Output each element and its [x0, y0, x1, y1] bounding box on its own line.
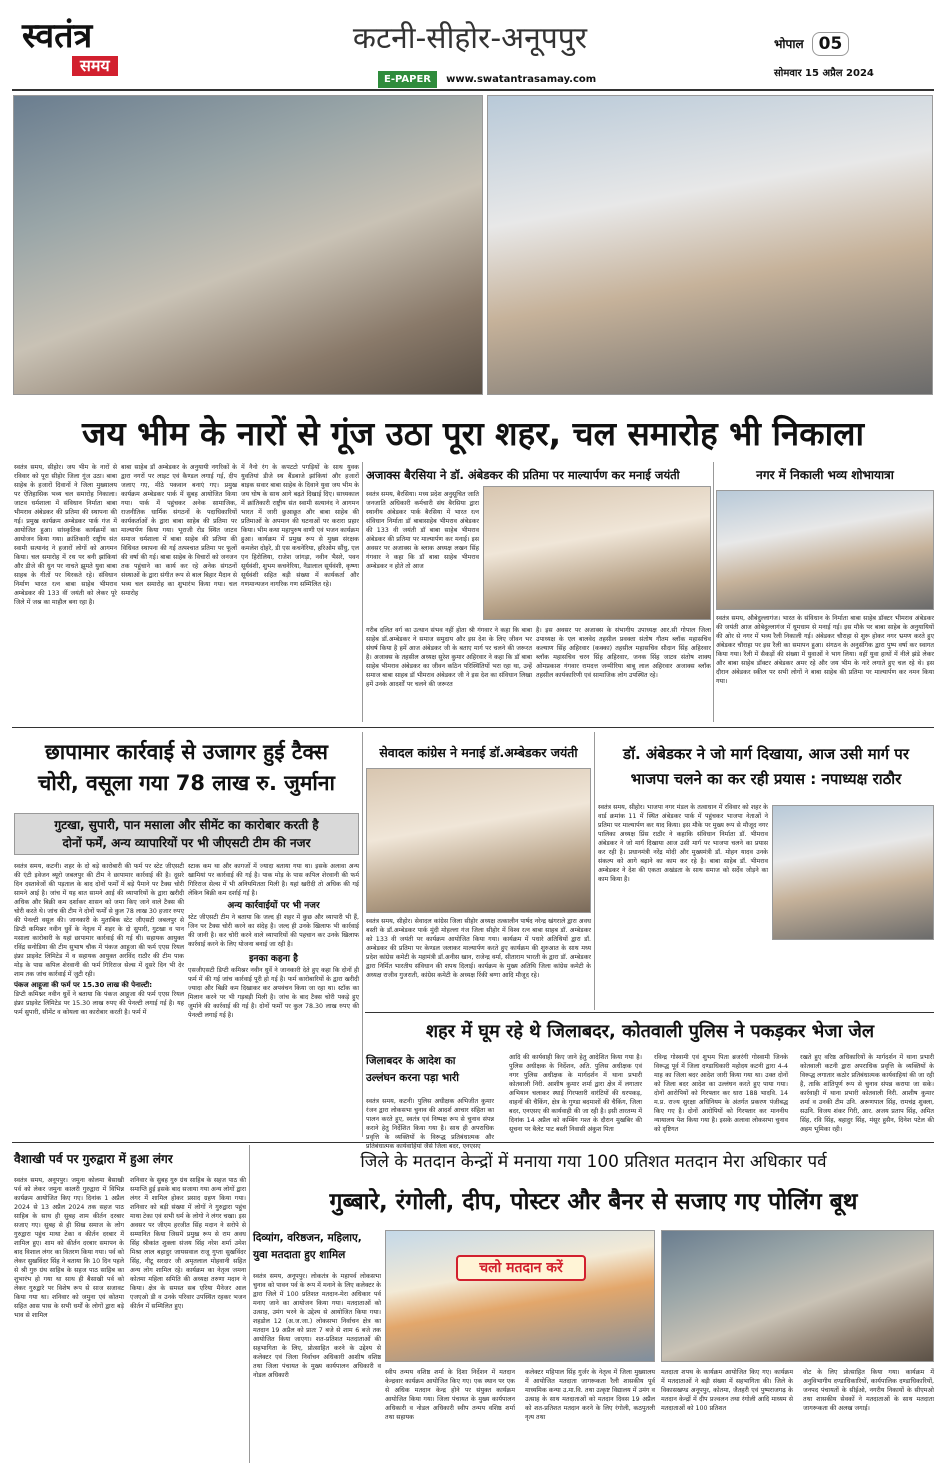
- obaidullaganj-body: स्वतंत्र समय, औबेदुल्लागंज। भारत के संविधान के निर्माता बाबा साहेब डॉक्टर भीमराव अंबेडकर की जयंती आज ओबेदुल्लागंज में धूमधाम से मनाई गई। इस मौके पर बाबा साहेब के अनुयायियों की ओर से नगर में भव्य रैली निकाली गई। अंबेडकर चौराहा से शुरू होकर नगर भ्रमण करते हुए अंबेडकर चौराहा पर इस रैली का समापन हुआ। संगठन के अनुसंगिक द्वारा पुष्प वर्षा कर स्वागत किया गया। रैली में सैकड़ों की संख्या में युवाओं ने भाग लिया। वहीं युवा हाथों में नीले झंडे लेकर और बाबा साहेब डॉक्टर अंबेडकर अमर रहे और जय भीम के नारे लगाते हुए चल रहे थे। इस दौरान अंबेडकर स्कील पर सभी लोगों ने बाबा साहेब की प्रतिमा पर माल्यार्पण कर नमन किया गया।: [716, 615, 934, 685]
- tax-col-1: [14, 862, 184, 1142]
- bjp-headline: [598, 742, 934, 796]
- sevadal-photo: [366, 768, 591, 913]
- tax-subhead-line-1: गुटखा, सुपारी, पान मसाला और सीमेंट का कारोबार करती है: [54, 818, 319, 832]
- tax-col-2b-text: स्टेट जीएसटी टीम ने बताया कि जल्द ही शहर में कुछ और व्यापारी भी हैं, जिन पर टैक्स चोरी करने का संदेह है। जल्द ही उनके खिलाफ भी कार्रवाई की जानी है। कर चोरी करने वाले व्यापारियों की पहचान कर उनके खिलाफ कार्रवाई करने के लिए योजना बनाई जा रही है।: [188, 914, 359, 948]
- statue-garland-photo: [487, 95, 933, 395]
- issue-date: सोमवार 15 अप्रैल 2024: [774, 68, 874, 79]
- jila-col-3: रविन्द्र गोस्वामी एवं शुभम पिता ब्रजरंगी गोस्वामी जिनके विरूद्ध पूर्व में जिला दण्डाधिकारी महोदय कटनी द्वारा 4-4 माह का जिला बदर आदेश जारी किया गया था। उक्त दोनों को जिला बदर आदेश का उल्लंघन करते हुए पाया गया। दोनों आरोपियों को गिरफ्तार कर धारा 188 भादवि. 14 म.प्र. राज्य सुरक्षा अधिनियम के अंतर्गत प्रकरण पंजीबद्ध किए गए है। दोनों आरोपियों को गिरफ्तार कर माननीय न्यायालय पेश किया गया है। इसके अलावा लोकसभा चुनाव को दृष्टिगत: [654, 1054, 788, 1133]
- tax-col-2: [188, 862, 359, 1142]
- tax-subhead-a: पंकज आहूजा की फर्म पर 15.30 लाख की पेनाल्टी:: [14, 981, 153, 989]
- tax-headline-line-1: छापामार कार्रवाई से उजागर हुई टैक्स: [45, 740, 328, 764]
- jila-col-2: आदि की कार्यवाही किए जाने हेतु आदेशित किया गया है। पुलिस अधीक्षक के निर्देशन, अति. पुलिस अधीक्षक एवं नगर पुलिस अधीक्षक के मार्गदर्शन में थाना प्रभारी कोतवाली निरी. आशीष कुमार शर्मा द्वारा क्षेत्र में लगातार अभियान चलाकर स्थाई गिरफ्तारी वारंटियों की धरपकड़, वाहनों की चैकिंग, क्षेत्र के गुण्डा बदमाशों की चैकिंग, जिला बदर, एनएसए की कार्यवाही की जा रही है। इसी तारतम्य में दिनांक 14 अप्रैल को कम्बिंग गश्त के दौरान मुखबिर की सूचना पर बैलेट पाट बस्ती निवासी अंकुश पिता: [509, 1054, 642, 1133]
- bjp-photo: [772, 805, 934, 940]
- berasia-col-1: स्वतंत्र समय, बैरसिया। मध्य प्रदेश अनुसूचित जाति जनजाति अधिकारी कर्मचारी संघ बैरसिया द्वारा स्थानीय अंबेडकर पार्क बैरसिया में भारत रत्न संविधान निर्माता डॉ बाबासाहेब भीमराव अंबेडकर की 133 वी जयंती डॉ बाबा साहेब भीमराव अंबेडकर की प्रतिमा पर माल्यार्पण कर मनाई। इस अवसर पर अजाक्स के ब्लाक अध्यक्ष लखन सिंह गंगवार ने कहा कि डॉ बाबा साहेब भीमराव अम्बेडकर न होते तो आज: [366, 491, 479, 570]
- polling-booth-photo: [385, 1230, 655, 1362]
- tax-col-2c-text: एसजीएसटी डिप्टी कमिश्नर नवीन धुर्वे ने जानकारी देते हुए कहा कि दोनों ही फर्म में की गई जांच कार्रवाई पूरी हो गई है। फर्म कारोबारियों के द्वारा खरीदी ज्यादा और बिक्री कम दिखाकर कर अपवंचन किया जा रहा था। स्टॉक का मिलान करने पर भी गड़बड़ी मिली है। जांच के बाद टैक्स चोरी पकड़े हुए जुर्माने की कार्रवाई की गई है। दोनों फर्मों पर कुल 78.30 लाख रुपए की पेनल्टी लगाई गई है।: [188, 967, 359, 1019]
- sevadal-headline: सेवादल कांग्रेस ने मनाई डॉ.अम्बेडकर जयंती: [379, 745, 578, 760]
- logo-bottom: समय: [72, 56, 118, 76]
- website-link[interactable]: www.swatantrasamay.com: [446, 74, 597, 85]
- lead-col-1: स्वतंत्र समय, सीहोर। जय भीम के नारों से रविवार को पूरा सीहोर जिला गूंज उठा। बाबा साहेब के हजारों दिवानों ने जिला मुख्यालय पर ऐतिहासिक भव्य चल समारोह निकाला। जाटव धर्मशाला में संविधान निर्माता बाबा भीमराव अंबेडकर की प्रतिमा की स्थापना की गई। प्रमुख कार्यक्रम अम्बेडकर पार्क गंज में आयोजित हुआ। सांस्कृतिक कार्यक्रमों का आयोजन किया गया। क्रांतिकारी राष्ट्रीय संत स्वामी सत्यानंद ने हजारों लोगों को आगमन किया। चल समारोह में रथ पर बनी झांकियां और डीजे की धुन पर नाचते झूमते युवा बाबा साहब के गीतों पर थिरकते रहे। संविधान निर्माण भारत रत्न बाबा साहेब भीमराव अम्बेडकर की 133 वीं जयंती को लेकर पूरे जिले में जश्न का माहौल बना रहा है।: [14, 464, 117, 606]
- jila-subhead: [366, 1053, 494, 1091]
- election-col-5: वोट के लिए प्रोत्साहित किया गया। कार्यक्रम में अनुविभागीय दण्डाधिकारियों, कार्यपालिक दण्डाधिकारियों, जनपद पंचायतों के सीईओ, नगरीय निकायों के सीएमओ तथा शासकीय सेवकों ने मतदाताओं के साथ मतदाता जागरूकता की अलख जगाई।: [803, 1369, 934, 1412]
- tax-headline-line-2: चोरी, वसूला गया 78 लाख रु. जुर्माना: [38, 771, 335, 795]
- edition-title: कटनी-सीहोर-अनूपपुर: [352, 21, 588, 56]
- tax-headline: [14, 737, 359, 805]
- page-info: [770, 32, 935, 84]
- jila-headline: शहर में घूम रहे थे जिलाबदर, कोतवाली पुलिस ने पकड़कर भेजा जेल: [425, 1021, 875, 1042]
- masthead: [0, 0, 945, 90]
- logo: [22, 18, 157, 80]
- poster-text: चलो मतदान करें: [456, 1255, 586, 1281]
- jila-col-1: स्वतंत्र समय, कटनी। पुलिस अधीक्षक अभिजीत कुमार रंजन द्वारा लोकसभा चुनाव की आदर्श आचार संहिता का पालन करते हुए, स्वतंत्र एवं निष्पक्ष रूप से चुनाव संपन्न कराने हेतु निर्देशित किया गया है। साथ ही अपराधिक प्रवृत्ति के व्यक्तियों के विरूद्ध प्रतिबंधात्मक और प्रतिबंधात्मक कार्यवाहियां जैसे जिला बदर, एनएसए: [366, 1098, 494, 1150]
- gurudwara-headline: वैशाखी पर्व पर गुरुद्वारा में हुआ लंगर: [14, 1152, 173, 1166]
- sevadal-body: स्वतंत्र समय, सीहोर। सेवादल कांग्रेस जिला सीहोर अध्यक्ष तत्कालीन पार्षद नरेन्द्र खंगराले द्वारा अवध बस्ती के डॉ.अम्बेडकर पार्क मुंदी मोहल्ला गंज जिला सीहोर में विश्व रत्न बाबा साहब डॉ. अम्बेडकर को 133 वी जयंती पर कार्यक्रम आयोजित किया गया। कार्यक्रम में पधारे अतिथियों द्वारा डॉ. अम्बेडकर की प्रतिमा पर केण्डल जलाकर माल्यार्पण करते हुए कार्यक्रम की शुरुआत के साथ मध्य प्रदेश कांग्रेस कमेटी के महामंत्री डॉ.अनीस खान, राजेन्द्र वर्मा, सीताराम भारती के द्वारा डॉ. अम्बेडकर द्वारा निर्मित भारतीय संविधान की शपथ दिलाई। कार्यक्रम के मुख्य अतिथि जिला कांग्रेस कमेटी के अध्यक्ष राजीव गुजराती, कांग्रेस कमेटी के अध्यक्ष रिंकी बग्गा आदि मौजूद रहे।: [366, 918, 591, 979]
- berasia-photo: [483, 486, 711, 620]
- logo-top: स्वतंत्र: [22, 16, 93, 56]
- procession-photo: [716, 490, 934, 610]
- jila-subhead-line-2: उल्लंघन करना पड़ा भारी: [366, 1072, 459, 1084]
- election-col-2: स्वीप तन्मय वशिष्ठ शर्मा के दिशा निर्देशन में मतदान केन्द्रवार कार्यक्रम आयोजित किए गए। एक स्थान पर एक से अधिक मतदान केन्द्र होने पर संयुक्त कार्यक्रम आयोजित किया गया। जिला पंचायत के मुख्य कार्यपालन अधिकारी व नोडल अधिकारी स्वीप तन्मय वशिष्ठ शर्मा तथा सहायक: [385, 1369, 515, 1421]
- election-col-3: कलेक्टर महिपाल सिंह गुर्जर के नेतृत्व में जिला मुख्यालय में आयोजित मतदाता जागरूकता रैली शासकीय पूर्व माध्यमिक कन्या उ.मा.वि. तथा उत्कृष्ट विद्यालय में उमंग व उत्साह के साथ मतदाताओं को मतदान दिवस 19 अप्रैल को शत-प्रतिशत मतदान करने के लिए रंगोली, कठपुतली नृत्य तथा: [525, 1369, 655, 1421]
- lead-headline: जय भीम के नारों से गूंज उठा पूरा शहर, चल समारोह भी निकाला: [81, 414, 865, 453]
- rally-photo: [13, 95, 483, 395]
- masthead-rule: [12, 89, 934, 91]
- election-subhead-line-2: युवा मतदाता हुए शामिल: [253, 1249, 346, 1261]
- epaper-label: E-PAPER: [378, 71, 437, 88]
- berasia-col-2: गरीब दलित वर्ग का उत्थान संभव नहीं होता श्री गंगवार ने कहा कि बाबा साहेब डॉ.अम्बेडकर ने समाज समुदाय और इस देश के लिए जीवन भर संघर्ष किया है हमें आज अंबेडकर जी के बताए मार्ग पर चलने की जरूरत है। अजाक्स के तहसील अध्यक्ष सुरेश कुमार अहिरवार ने कहा कि डॉ बाबा साहेब भीमराव अंबेडकर का जीवन कठिन परिस्थितियों भरा रहा था, उन्हें समाज बाबा साहब डॉ भीमराव अंबेडकर जी ने इस देश का संविधान लिखा हमें उनके आदर्शों पर चलने की जरूरत: [366, 627, 532, 688]
- election-subhead-line-1: दिव्यांग, वरिष्ठजन, महिलाए,: [253, 1232, 362, 1244]
- bjp-headline-line-1: डॉ. अंबेडकर ने जो मार्ग दिखाया, आज उसी मार्ग पर: [623, 745, 909, 763]
- election-subhead: [253, 1230, 383, 1270]
- berasia-headline: अजाक्स बैरसिया ने डॉ. अंबेडकर की प्रतिमा पर माल्यार्पण कर मनाई जयंती: [366, 468, 680, 482]
- tax-subhead-line-2: दोनों फर्में, अन्य व्यापारियों पर भी जीएसटी टीम की नजर: [62, 836, 311, 850]
- election-banner: जिले के मतदान केन्द्रों में मनाया गया 100 प्रतिशत मतदान मेरा अधिकार पर्व: [360, 1152, 827, 1172]
- berasia-col-3: है। इस अवसर पर अजाक्स के संभागीय उपाध्यक्ष आर.सी गोपाल जिला उपाध्यक्ष के एल बालवेद तहसील प्रवक्ता संतोष गौतम ब्लॉक महासचिव कल्याण सिंह अहिरवार (कक्का) तहसील महासचिव सौदान सिंह अहिरवार ब्लॉक महासचिव चरन सिंह अहिरवार, जनक सिंह जाटव संतोष शाक्य ओमप्रकाश गंगवार रामदत्त जन्मीरिया बाबू लाल अहिरवार अजाक्स ब्लॉक तहसील कार्यकारिणी एवं सामाजिक लोग उपस्थित रहे।: [536, 627, 711, 679]
- rangoli-photo: [661, 1230, 934, 1362]
- page-number: 05: [812, 32, 850, 56]
- lead-col-2: बाबा साहेब डॉ अम्बेडकर के अनुयायी नगरिकों के द्वारा नगरों पर लाइट एवं कैण्डल लगाई गई, दीप जलाए गए, मीठे पकवान बनाएं गए। प्रमुख कार्यक्रम अम्बेडकर पार्क में सुबह आयोजित किया गया। पार्क में पहुंचकर अनेक सामाजिक, राजनीतिक धार्मिक संगठनों के पदाधिकारियों कार्यकर्ताओं के द्वारा बाबा साहेब की प्रतिमा पर माल्यार्पण किया गया। भूराजी रोड स्थित जाटव समाज धर्मशाला में बाबा साहेब की प्रतिमा की विधिवत स्थापना की गई तत्पश्चात प्रतिमा पर फूलों की वर्षा की गई। बाबा साहेब के विचारों को जनजन तक पहुंचाने का कार्य कर रहे अनेक संगठनों संस्थाओं के द्वारा संगीत रूप से बाल बिहार मैदान से भव्य चल समारोह का शुभारंभ किया गया। चल समारोह: [121, 464, 237, 597]
- bjp-body: स्वतंत्र समय, सीहोर। भाजपा नगर मंडल के तत्वाधान में रविवार को शहर के वार्ड क्रमांक 11 में स्थित अंबेडकर पार्क में पहुंचकर भाजपा नेताओं ने प्रतिमा पर माल्यार्पण कर याद किया। इस मौके पर मुख्य रूप से मौजूद नगर पालिका अध्यक्ष प्रिंस राठौर ने कहाकि संविधान निर्माता डॉ. भीमराव अंबेडकर ने जो मार्ग दिखाया आज उसी मार्ग पर भाजपा चलने का प्रयास कर रही है। प्रधानमंत्री नरेंद्र मोदी और मुख्यमंत्री डॉ. मोहन यादव उनके संकल्प को आगे बढ़ाने का काम कर रहे है। बाबा साहेब डॉ. भीमराव अम्बेडकर ने देश की एकता अखंडता के साथ समाज को सर्देव जोड़ने का काम किया है।: [598, 804, 768, 883]
- bjp-headline-line-2: भाजपा चलने का कर रही प्रयास : नपाध्यक्ष राठौर: [630, 770, 902, 788]
- gurudwara-col-1: स्वतंत्र समय, अनूपपुर। जमुना कोलमा बैसाखी पर्व को लेकर जमुना कालरी गुरुद्वारा में विभिन्न कार्यक्रम आयोजित किए गए। दिनांक 1 अप्रैल 2024 से 13 अप्रैल 2024 तक सहज पाठ साहिब के साथ ही सुबह शाम कीर्तन दरबार सजाए गए। सुबह से ही सिख समाज के लोग गुरुद्वारा पहुंच माथा टेका व कीर्तन दरबार में शामिल हुए। शाम को कीर्तन दरबार समापन के बाद विशाल लंगर का वितरण किया गया। पर्व को लेकर सुखविंदर सिंह ने बताया कि 10 दिन पहले से श्री गुरु ग्रंथ साहिब के सहज पाठ साहिब का शुभारंभ हो गया था साथ ही बैसाखी पर्व को लेकर गुरुद्वारे पर विशेष रूप से साज सजावट किया गया था। शनिवार को जमुना एवं कोतमा सहित आस पास के सभी धर्मों के लोगों द्वारा बड़े भाव से शामिल: [14, 1177, 124, 1319]
- jila-col-4: रखते हुए वरिष्ठ अधिकारियों के मार्गदर्शन में थाना प्रभारी कोतवाली कटनी द्वारा अपराधिक प्रवृत्ति के व्यक्तियों के विरूद्ध लगातार कठोर प्रतिबंधात्मक कार्यवाहियां की जा रही है, ताकि शांतिपूर्ण रूप से चुनाव संपन्न कराया जा सके। कार्रवाही में थाना प्रभारी कोतवाली निरी. आशीष कुमार शर्मा व उनकी टीम उनि. अरूणपाल सिंह, रामचंद्र शुक्ला, सउनि. विजय शंकर गिरी, आर. अजय प्रताप सिंह, अमित सिंह, रवि सिंह, बहादुर सिंह, मंसूर हुसैन, दिनेश पटेल की अहम भूमिका रही।: [800, 1054, 934, 1133]
- tax-subhead-b: अन्य कार्रवाईयों पर भी नजर: [227, 901, 320, 911]
- gurudwara-col-2: शनिवार के सुबह गुरु ग्रंथ साहिब के सहज पाठ की समाप्ति हुई इसके बाद सजाया गया अन्य लोगों द्वारा लंगर में शामिल होकर प्रसाद ग्रहण किया गया। शनिवार को बड़ी संख्या में लोगों ने गुरुद्वारा पहुंच माथा टेका एवं सभी धर्म के लोगो ने लंगर चखा। इस अवसर पर जीएम हरजीत सिंह मदान ने सरोपे से सम्मानित किया जिसमें प्रमुख रूप से राम अवध सिंह श्रीकांत शुक्ला संजय सिंह नरेश शर्मा उमेश मिश्रा लाल बहादुर जायसवाल राजू गुप्ता सुखविंदर सिंह, नीटू सरदार जी अमृतलाल मोहवानी सहित अन्य लोग शामिल रहे। कार्यक्रम का नेतृत्व जमना कोतमा महिला समिति की अध्यक्ष तरुणा मदान ने किया। क्षेत्र के समस्त सब एरिया मैनेजर आल एजएओ डी व उनके परिवार उपस्थित रहकर भजन कीर्तन में सम्मिलित हुए।: [130, 1177, 246, 1310]
- tax-col-1b-text: डिप्टी कमिश्नर नवीन धुर्वे ने बताया कि पंकज आहूजा की फर्म एएस रियल इंफ्रा प्राइवेट लिमिटेड पर 15.30 लाख रुपए की पेनल्टी लगाई गई है। यह फर्म सुपारी, सीमेंट व कोयला का कारोबार करती है। फर्म में: [14, 991, 184, 1016]
- city-label: भोपाल: [774, 37, 804, 51]
- lead-col-3: में नैनो रंग के कपटटो पगड़ियों के साथ युवक युवतियां डीजे स्थ बैंडबाजे झांकियां और हजारों बाइक सवार बाबा साहेब के दिवाने युवा जय भीम के जय घोष के साथ आगे बढ़ते दिखाई दिए। साध्यकाल में क्रांतिकारी राष्ट्रीय संत स्वामी सत्यानंद ने आगमन भारत में जारी छुआछूत और बाबा साहेब की प्रतिमाओं के अपमान की घटनाओं पर करारा प्रहार किया। भीम कथा महापुरुष वाणी एवं भजन कार्यक्रम हुआ। कार्यक्रम में प्रमुख रूप से मुख्य संरक्षक कमलेश दोहरे, डी एस कचनेरिया, हरिओम सौंधु, एल एन हिरोलिया, राजेश जांगड़ा, नवीन भैसरे, पवन सूर्यवंशी, शुभम कचनेरिया, नैडालाल सूर्यवंशी, कृष्णा सूर्यवंशी सहित बड़ी संख्या में कार्यकर्ता और गणमान्यजन नागरिक गण सम्मिलित रहे।: [241, 464, 359, 588]
- obaidullaganj-headline: नगर में निकाली भव्य शोभायात्रा: [756, 468, 894, 482]
- epaper-bar: [378, 67, 778, 84]
- tax-subhead-c: इनका कहना है: [249, 954, 298, 964]
- election-headline: गुब्बारे, रंगोली, दीप, पोस्टर और बैनर से सजाए गए पोलिंग बूथ: [329, 1189, 858, 1215]
- jila-subhead-line-1: जिलाबदर के आदेश का: [366, 1055, 456, 1067]
- election-col-1: स्वतंत्र समय, अनूपपुर। लोकतंत्र के महापर्व लोकसभा चुनाव को पावन पर्व के रूप में मनाने के लिए कलेक्टर के द्वारा जिले में 100 प्रतिशत मतदान-मेरा अधिकार पर्व मनाए जाने का आयोजन किया गया। मतदाताओं को उत्साह, उमंग भरने के उद्देश्य से आयोजित किया गया। शहडोल 12 (अ.ज.जा.) लोकसभा निर्वाचन क्षेत्र का मतदान 19 अप्रैल को प्रातः 7 बजे से शाम 6 बजे तक आयोजित किया जाएगा। शत-प्रतिशत मतदाताओं की सहभागिता के लिए, प्रोत्साहित करने के उद्देश्य से कलेक्टर एवं जिला निर्वाचन अधिकारी आशीष वशिष्ठ तथा जिला पंचायत के मुख्य कार्यपालन अधिकारी व नोडल अधिकारी: [253, 1273, 381, 1379]
- tax-subhead: [14, 813, 359, 855]
- tax-col-1-text: स्वतंत्र समय, कटनी। शहर के दो बड़े कारोबारी की फर्म पर स्टेट जीएसटी की एंटी इवेजन ब्यूरो जबलपुर की टीम ने छापामार कार्रवाई की है। दूसरे दिन दस्तावेजों की पड़ताल के बाद दोनों फर्मों में बड़े पैमाने पर टैक्स चोरी सामने आई है। जांच में यह बात सामने आई की व्यापारियों के द्वारा खरीदी अधिक और बिक्री कम दर्शाकर शासन को जमा किए जाने वाले टैक्स की चोरी करते थे। जांच की टीम ने दोनों फर्मों से कुल 78 लाख 30 हजार रुपए की पेनल्टी वसूल की। जानकारी के मुताबिक स्टेट जीएसटी जबलपुर से डिप्टी कमिश्नर नवीन धुर्वे के नेतृत्व में शहर के दो सुपारी, गुटखा व पान मसाला कारोबारी के यहां छापामार कार्रवाई की गई थी। सहायक आयुक्त रविंद्र सनोडिया की टीम सुभाष चौक में पंकज आहूजा की फर्म एएस रियल इंफ्रा प्राइवेट लिमिटेड में व सहायक आयुक्त अरविंद राठौर की टीम पाक मोड़ के पास कपिल शेरवानी की फर्म गिरिराज सेल्स में दूसरे दिन भी देर शाम तक जांच कार्रवाई में जुटी रही।: [14, 863, 184, 978]
- tax-col-2-text: स्टाक कम था और कागजों में ज्यादा बताया गया था। इसके अलावा अन्य खामियां पर कार्रवाई की गई है। पाक मोड़ के पास कपिल शेरवानी की फर्म गिरिराज सेल्स में भी अनियमितता मिली है। यहां खरीदी तो अधिक की गई लेकिन बिक्री कम दर्शाई गई है।: [188, 863, 359, 897]
- election-col-4: मतदाता शपथ के कार्यक्रम आयोजित किए गए। कार्यक्रम में मतदाताओं ने बड़ी संख्या में सहभागिता की। जिले के विकासखण्ड अनूपपुर, कोतमा, जैतहरी एवं पुष्पराजगढ़ के मतदान केन्द्रों में दीप प्रज्वलन तथा रंगोली आदि माध्यम से मतदाताओं को 100 प्रतिशत: [661, 1369, 793, 1412]
